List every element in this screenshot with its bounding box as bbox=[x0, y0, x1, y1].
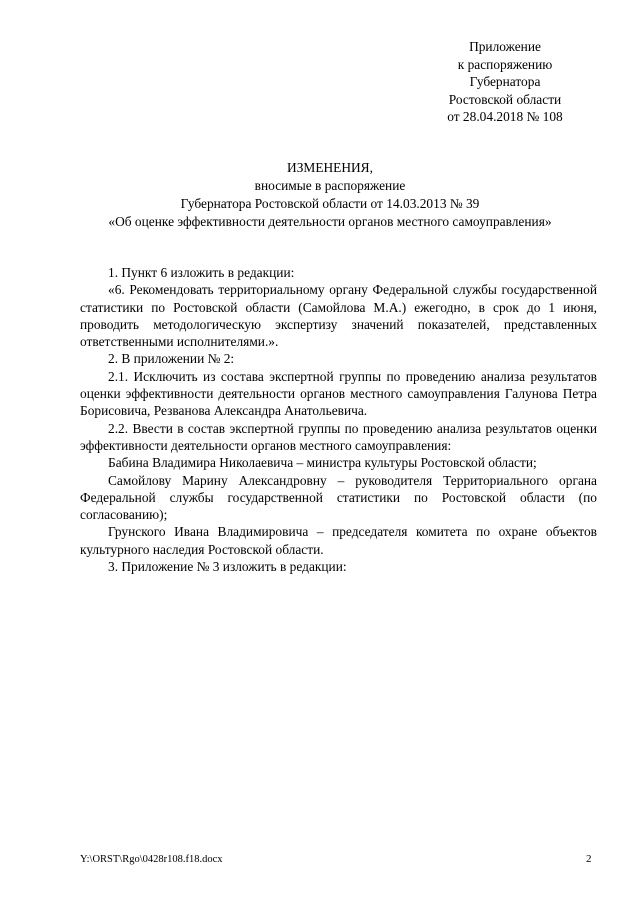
paragraph-item-2: 2. В приложении № 2: bbox=[108, 351, 235, 367]
paragraph-item-1: 1. Пункт 6 изложить в редакции: bbox=[108, 265, 295, 280]
paragraph-item-3: 3. Приложение № 3 изложить в редакции: bbox=[108, 559, 347, 575]
paragraph-member-grunsky: Грунского Ивана Владимировича – председателя комитета по охране объектов культурного наследия Ростовской области. bbox=[80, 524, 597, 557]
appendix-line-4: Ростовской области bbox=[448, 91, 562, 107]
paragraph-item-2-2: 2.2. Ввести в состав экспертной группы по проведению анализа результатов оценки эффективности деятельности органов местного самоуправления: bbox=[80, 420, 597, 453]
appendix-line-3: Губернатора bbox=[469, 74, 541, 89]
appendix-line-2: к распоряжению bbox=[457, 56, 553, 72]
appendix-line-1: Приложение bbox=[469, 39, 541, 54]
paragraph-item-1-text: «6. Рекомендовать территориальному органу Федеральной службы государственной статистики по Ростовской области (Самойлова М.А.) ежегодно, в срок до 1 июня, проводить методологическую экспертизу значений показателей, представленных ответственными исполнителями.». bbox=[80, 282, 597, 350]
heading-line-2: вносимые в распоряжение bbox=[254, 178, 406, 193]
paragraph-member-babin: Бабина Владимира Николаевича – министра культуры Ростовской области; bbox=[108, 455, 537, 471]
document-heading bbox=[60, 159, 600, 231]
appendix-header bbox=[430, 38, 580, 126]
heading-line-3: Губернатора Ростовской области от 14.03.2013 № 39 bbox=[180, 196, 480, 211]
footer-file-path: Y:\ORST\Rgo\0428r108.f18.docx bbox=[80, 854, 223, 865]
paragraph-member-samoylova: Самойлову Марину Александровну – руководителя Территориального органа Федеральной службы государственной статистики по Ростовской области (по согласованию); bbox=[80, 472, 597, 523]
heading-line-4: «Об оценке эффективности деятельности органов местного самоуправления» bbox=[108, 214, 552, 229]
footer-page-number: 2 bbox=[586, 853, 592, 865]
paragraph-item-2-1: 2.1. Исключить из состава экспертной группы по проведению анализа результатов оценки эффективности деятельности органов местного самоуправления Галунова Петра Борисовича, Резванова Александра Анатольевича. bbox=[80, 368, 597, 419]
document-body bbox=[80, 264, 597, 575]
heading-title: ИЗМЕНЕНИЯ, bbox=[287, 160, 373, 175]
appendix-line-5: от 28.04.2018 № 108 bbox=[447, 109, 563, 124]
